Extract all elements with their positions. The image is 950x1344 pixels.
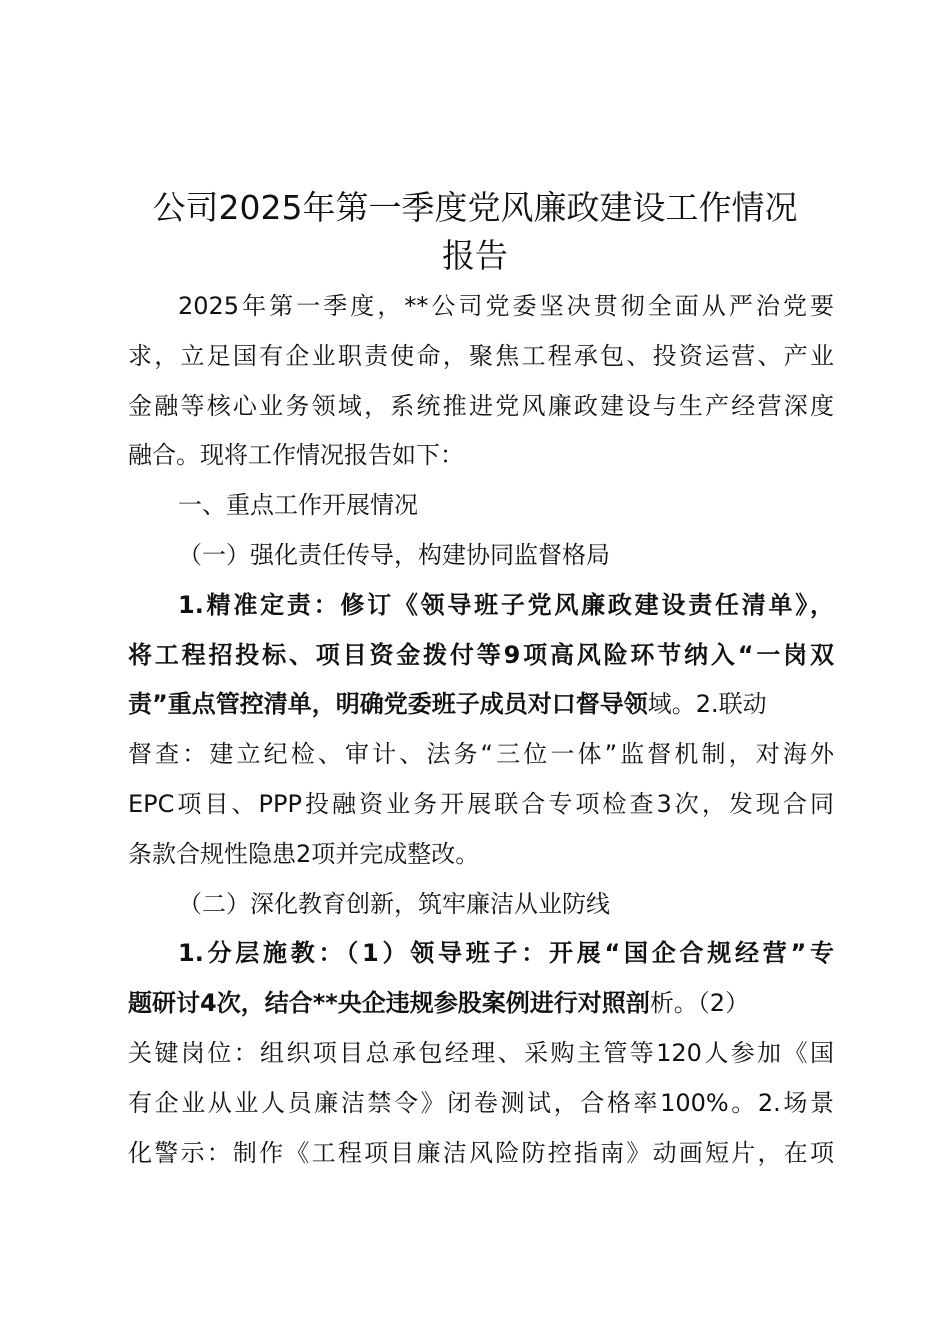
regular-text-span: 域。2.联动: [647, 690, 767, 719]
paragraph-responsibility-line: 将工程招投标、项目资金拨付等9项高风险环节纳入“一岗双: [128, 640, 834, 669]
subsection-heading-1: （一）强化责任传导，构建协同监督格局: [178, 540, 610, 569]
paragraph-education-mixed-line: [128, 979, 834, 1029]
subsection-heading-2: （二）深化教育创新，筑牢廉洁从业防线: [178, 889, 610, 918]
document-body: [128, 282, 834, 1178]
paragraph-intro-line: 金融等核心业务领域，系统推进党风廉政建设与生产经营深度: [128, 391, 834, 420]
bold-text-span: 题研讨4次，结合**央企违规参股案例进行对照剖: [128, 989, 650, 1018]
paragraph-responsibility-line: 督查：建立纪检、审计、法务“三位一体”监督机制，对海外: [128, 740, 834, 769]
paragraph-education-line: 关键岗位：组织项目总承包经理、采购主管等120人参加《国: [128, 1038, 834, 1067]
paragraph-intro-line: 融合。现将工作情况报告如下：: [128, 441, 464, 470]
bold-text-span: 责”重点管控清单，明确党委班子成员对口督导领: [128, 690, 648, 719]
paragraph-responsibility-line: 1.精准定责：修订《领导班子党风廉政建设责任清单》，: [178, 590, 834, 619]
document-title-line-1: 公司2025年第一季度党风廉政建设工作情况: [152, 188, 798, 227]
paragraph-responsibility-mixed-line: [128, 680, 834, 730]
paragraph-education-line: 1.分层施教：（1）领导班子：开展“国企合规经营”专: [178, 939, 834, 968]
section-heading-1: 一、重点工作开展情况: [178, 491, 418, 520]
document-title-line-2: 报告: [442, 236, 508, 275]
paragraph-education-line: 化警示：制作《工程项目廉洁风险防控指南》动画短片，在项: [128, 1138, 834, 1167]
regular-text-span: 析。（2）: [649, 989, 750, 1018]
paragraph-responsibility-line: 条款合规性隐患2项并完成整改。: [128, 839, 480, 868]
paragraph-intro-line: 求，立足国有企业职责使命，聚焦工程承包、投资运营、产业: [128, 341, 834, 370]
paragraph-responsibility-line: EPC项目、PPP投融资业务开展联合专项检查3次，发现合同: [128, 789, 834, 818]
paragraph-intro-line: 2025年第一季度，**公司党委坚决贯彻全面从严治党要: [178, 292, 834, 320]
paragraph-education-line: 有企业从业人员廉洁禁令》闭卷测试，合格率100%。2.场景: [128, 1088, 834, 1117]
